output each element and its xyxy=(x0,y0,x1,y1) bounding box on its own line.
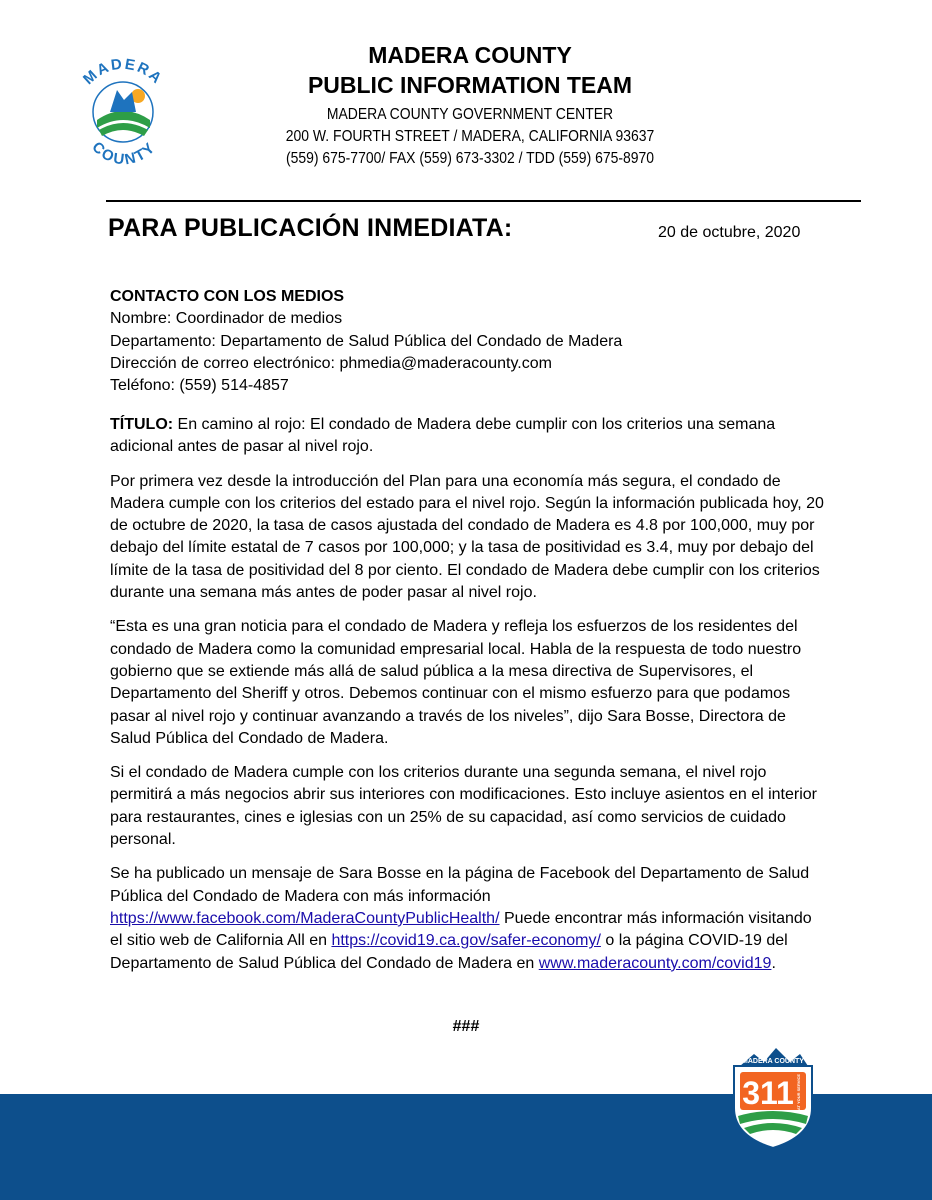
contact-email: Dirección de correo electrónico: phmedia@maderacounty.com xyxy=(110,354,552,372)
madera-county-logo xyxy=(62,50,184,172)
badge-side-text: AT YOUR SERVICE xyxy=(796,1073,801,1111)
contact-department: Departamento: Departamento de Salud Pública del Condado de Madera xyxy=(110,332,623,350)
contact-heading: CONTACTO CON LOS MEDIOS xyxy=(110,288,345,305)
svg-text:MADERA: MADERA xyxy=(79,55,167,89)
facebook-link[interactable]: https://www.facebook.com/MaderaCountyPublicHealth/ xyxy=(110,909,500,927)
svg-text:COUNTY: COUNTY xyxy=(88,138,160,169)
org-name: MADERA COUNTY xyxy=(368,42,572,68)
paragraph-3: Si el condado de Madera cumple con los criterios durante una segunda semana, el nivel rojo permitirá a más negocios abrir sus interiores con modificaciones. Esto incluye asientos en el interior para restaurantes, cines e iglesias con un 25% de su capacidad, así como servicios de cuidado personal. xyxy=(110,764,817,849)
letterhead xyxy=(230,40,710,170)
address-line-2: 200 W. FOURTH STREET / MADERA, CALIFORNIA 93637 xyxy=(285,128,655,145)
madera-covid19-link[interactable]: www.maderacounty.com/covid19 xyxy=(538,954,772,972)
release-date: 20 de octubre, 2020 xyxy=(658,224,801,241)
p4-text-a: Se ha publicado un mensaje de Sara Bosse en la página de Facebook del Departamento de Salud Pública del Condado de Madera con más información xyxy=(110,865,810,905)
badge-top-text: MADERA COUNTY xyxy=(742,1058,804,1065)
badge-number: 311 xyxy=(742,1075,794,1111)
madera-311-badge xyxy=(730,1044,816,1150)
p4-text-c: o la página COVID-19 del Departamento de Salud Pública del Condado de Madera en xyxy=(110,932,788,972)
p4-text-d: . xyxy=(771,954,776,972)
title-text: En camino al rojo: El condado de Madera debe cumplir con los criterios una semana adicional antes de pasar al nivel rojo. xyxy=(110,416,776,456)
paragraph-1: Por primera vez desde la introducción del Plan para una economía más segura, el condado de Madera cumple con los criterios del estado para el nivel rojo. Según la información publicada hoy, 20 de octubre de 2020, la tasa de casos ajustada del condado de Madera es 4.8 por 100,000, muy por debajo del límite estatal de 7 casos por 100,000; y la tasa de positividad es 3.4, muy por debajo del límite de la tasa de positividad del 8 por ciento. El condado de Madera debe cumplir con los criterios durante una semana más antes de poder pasar al nivel rojo. xyxy=(110,472,824,602)
article-title xyxy=(110,414,825,459)
end-mark: ### xyxy=(452,1018,480,1035)
covid19-ca-link[interactable]: https://covid19.ca.gov/safer-economy/ xyxy=(331,932,601,950)
paragraph-4 xyxy=(110,863,825,974)
header-divider xyxy=(106,200,861,202)
title-label: TÍTULO: xyxy=(110,416,174,433)
p4-text-b: Puede encontrar más información visitando el sitio web de California All en xyxy=(110,909,812,950)
article-body xyxy=(110,414,825,987)
media-contact xyxy=(110,286,825,397)
team-name: PUBLIC INFORMATION TEAM xyxy=(307,72,633,98)
contact-phone: Teléfono: (559) 514-4857 xyxy=(110,377,289,395)
address-line-3: (559) 675-7700/ FAX (559) 673-3302 / TDD (559) 675-8970 xyxy=(285,150,655,167)
contact-name: Nombre: Coordinador de medios xyxy=(110,310,343,328)
release-label: PARA PUBLICACIÓN INMEDIATA: xyxy=(108,214,513,242)
paragraph-2: “Esta es una gran noticia para el condado de Madera y refleja los esfuerzos de los residentes del condado de Madera como la comunidad empresarial local. Habla de la respuesta de todo nuestro gobierno que se extiende más allá de salud pública a la mesa directiva de Supervisores, el Departamento del Sheriff y otros. Debemos continuar con el mismo esfuerzo para que podamos pasar al nivel rojo y continuar avanzando a través de los niveles”, dijo Sara Bosse, Directora de Salud Pública del Condado de Madera. xyxy=(110,618,802,747)
address-line-1: MADERA COUNTY GOVERNMENT CENTER xyxy=(326,106,614,123)
